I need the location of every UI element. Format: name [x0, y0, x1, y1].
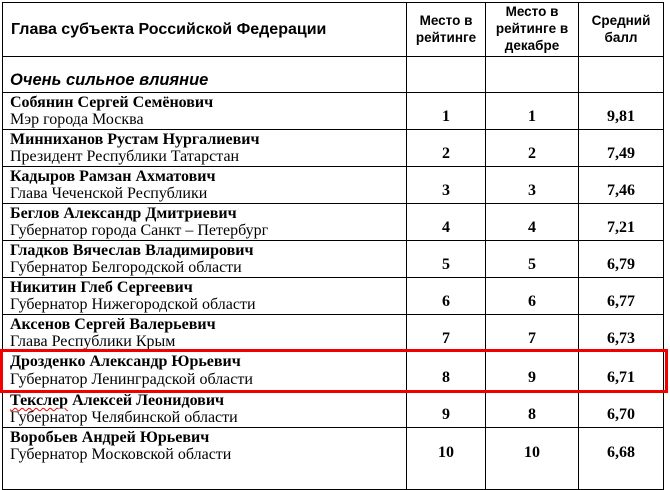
- rank-december-cell: 9: [486, 352, 579, 390]
- name-cell: [3, 278, 407, 314]
- table-row: [3, 352, 663, 391]
- category-row: [3, 57, 663, 93]
- rank-cell: 8: [407, 352, 486, 390]
- table-rows: [3, 93, 663, 465]
- rank-cell: 3: [407, 167, 486, 203]
- rank-cell: 4: [407, 204, 486, 240]
- person-name: Минниханов Рустам Нургалиевич: [10, 131, 260, 148]
- person-name: Гладков Вячеслав Владимирович: [10, 242, 254, 259]
- score-cell: 6,70: [607, 406, 635, 423]
- person-name: Аксенов Сергей Валерьевич: [10, 316, 216, 333]
- name-cell: [3, 315, 407, 351]
- empty-cell: [486, 465, 579, 489]
- person-name: Воробьев Андрей Юрьевич: [10, 429, 210, 446]
- empty-cell: [486, 57, 579, 92]
- header-score-label: Средний балл: [591, 12, 651, 45]
- rank-december-cell: 7: [486, 315, 579, 351]
- score-cell: 7,21: [607, 219, 635, 236]
- name-cell: [3, 204, 407, 240]
- spellcheck-underline: Текслер: [10, 392, 69, 409]
- table-row: [3, 428, 663, 465]
- name-cell: [3, 391, 407, 427]
- rank-cell: 5: [407, 241, 486, 277]
- person-title: Губернатор Ленинградской области: [10, 371, 253, 388]
- rank-cell: 9: [407, 391, 486, 427]
- table-header-row: [3, 3, 663, 57]
- table-row: [3, 241, 663, 278]
- header-cell-rank-december: [486, 3, 579, 56]
- person-title: Губернатор Челябинской области: [10, 409, 238, 426]
- score-cell: 6,68: [607, 444, 635, 461]
- score-cell: 6,73: [607, 330, 635, 347]
- table-row: [3, 130, 663, 167]
- rank-december-cell: 1: [486, 93, 579, 129]
- person-title: Глава Чеченской Республики: [10, 185, 208, 202]
- rank-december-cell: 6: [486, 278, 579, 314]
- rank-cell: 2: [407, 130, 486, 166]
- score-cell: 6,79: [607, 256, 635, 273]
- table-row: [3, 315, 663, 352]
- header-rank-december-label: Место в рейтинге в декабре: [495, 4, 569, 53]
- empty-cell: [579, 465, 663, 489]
- name-cell: [3, 352, 407, 390]
- header-name-label: Глава субъекта Российской Федерации: [11, 20, 327, 38]
- empty-cell: [407, 57, 486, 92]
- person-title: Губернатор Нижегородской области: [10, 296, 256, 313]
- score-cell: 6,77: [607, 293, 635, 310]
- name-cell: [3, 167, 407, 203]
- rank-december-cell: 5: [486, 241, 579, 277]
- person-title: Президент Республики Татарстан: [10, 148, 240, 165]
- rank-cell: 1: [407, 93, 486, 129]
- rating-table: [2, 2, 664, 490]
- partial-next-row: [3, 465, 663, 489]
- header-cell-rank: [407, 3, 486, 56]
- person-name: Беглов Александр Дмитриевич: [10, 205, 237, 222]
- rank-december-cell: 10: [486, 428, 579, 465]
- empty-cell: [407, 465, 486, 489]
- score-cell: 7,46: [607, 182, 635, 199]
- person-title: Губернатор города Санкт – Петербург: [10, 222, 269, 239]
- table-row: [3, 204, 663, 241]
- category-label: Очень сильное влияние: [10, 71, 209, 89]
- table-row: [3, 167, 663, 204]
- header-cell-name: [3, 3, 407, 56]
- name-cell: [3, 241, 407, 277]
- rank-december-cell: 8: [486, 391, 579, 427]
- person-title: Глава Республики Крым: [10, 333, 176, 350]
- name-cell: [3, 93, 407, 129]
- table-row: [3, 93, 663, 130]
- person-name: Собянин Сергей Семёнович: [10, 94, 214, 111]
- name-cell: [3, 428, 407, 465]
- category-label-cell: [3, 57, 407, 92]
- score-cell: 6,71: [607, 369, 635, 386]
- score-cell: 9,81: [607, 108, 635, 125]
- score-cell: 7,49: [607, 145, 635, 162]
- name-cell: [3, 130, 407, 166]
- person-title: Губернатор Белгородской области: [10, 259, 242, 276]
- rank-cell: 6: [407, 278, 486, 314]
- rank-cell: 7: [407, 315, 486, 351]
- rank-december-cell: 3: [486, 167, 579, 203]
- empty-cell: [579, 57, 663, 92]
- rank-december-cell: 2: [486, 130, 579, 166]
- table-row: [3, 278, 663, 315]
- person-name: Дрозденко Александр Юрьевич: [10, 353, 241, 370]
- person-name: Текслер Алексей Леонидович: [10, 392, 225, 409]
- person-title: Губернатор Московской области: [10, 446, 232, 463]
- rank-december-cell: 4: [486, 204, 579, 240]
- header-cell-score: [579, 3, 663, 56]
- rank-cell: 10: [407, 428, 486, 465]
- table-row: [3, 391, 663, 428]
- person-name: Никитин Глеб Сергеевич: [10, 279, 193, 296]
- person-name: Кадыров Рамзан Ахматович: [10, 168, 216, 185]
- person-title: Мэр города Москва: [10, 111, 144, 128]
- empty-cell: [3, 465, 407, 489]
- header-rank-label: Место в рейтинге: [415, 12, 477, 45]
